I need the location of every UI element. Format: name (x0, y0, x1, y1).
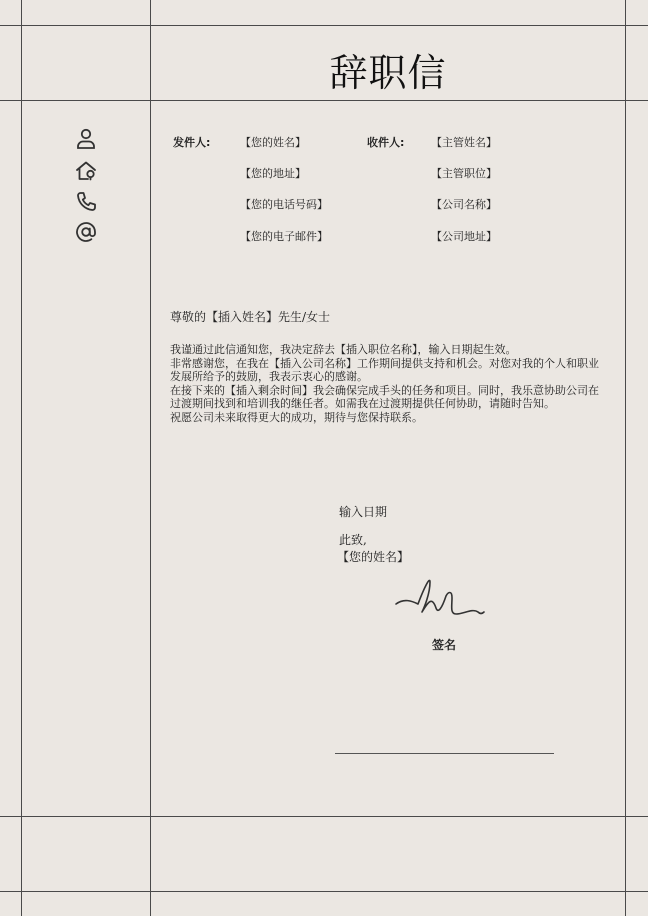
grid-line (0, 25, 648, 26)
closing-name: 【您的姓名】 (337, 550, 410, 564)
body-paragraph: 非常感谢您，在我在【插入公司名称】工作期间提供支持和机会。对您对我的个人和职业发展所给予的鼓励，我表示衷心的感谢。 (170, 356, 599, 383)
grid-line (625, 0, 626, 916)
sender-address: 【您的地址】 (240, 167, 306, 180)
salutation: 尊敬的【插入姓名】先生/女士 (170, 310, 331, 324)
grid-line (0, 891, 648, 892)
page-title: 辞职信 (329, 51, 447, 95)
recipient-company: 【公司名称】 (431, 198, 497, 211)
person-icon (74, 127, 98, 151)
body-paragraph: 在接下来的【插入剩余时间】我会确保完成手头的任务和项目。同时，我乐意协助公司在过渡期间找到和培训我的继任者。如需我在过渡期提供任何协助，请随时告知。 (170, 383, 599, 410)
body-paragraph: 我谨通过此信通知您，我决定辞去【插入职位名称】，输入日期起生效。 (170, 343, 517, 356)
recipient-address: 【公司地址】 (431, 230, 497, 243)
phone-icon (74, 190, 98, 214)
grid-line (0, 816, 648, 817)
sender-name: 【您的姓名】 (240, 136, 306, 149)
sender-label: 发件人: (173, 136, 211, 149)
signature-label: 签名 (431, 638, 456, 652)
letter-body (170, 343, 602, 424)
sender-email: 【您的电子邮件】 (240, 230, 328, 243)
grid-line (0, 100, 648, 101)
signature-line (335, 753, 554, 754)
recipient-label: 收件人: (367, 136, 405, 149)
closing-regards: 此致, (339, 533, 367, 547)
home-icon (74, 159, 98, 183)
grid-line (150, 0, 151, 916)
sender-phone: 【您的电话号码】 (240, 198, 328, 211)
recipient-position: 【主管职位】 (431, 167, 497, 180)
recipient-name: 【主管姓名】 (431, 136, 497, 149)
grid-line (21, 0, 22, 916)
closing-date: 输入日期 (339, 505, 388, 519)
signature-image (394, 568, 486, 624)
body-paragraph: 祝愿公司未来取得更大的成功，期待与您保持联系。 (170, 410, 423, 424)
email-at-icon (74, 220, 98, 244)
